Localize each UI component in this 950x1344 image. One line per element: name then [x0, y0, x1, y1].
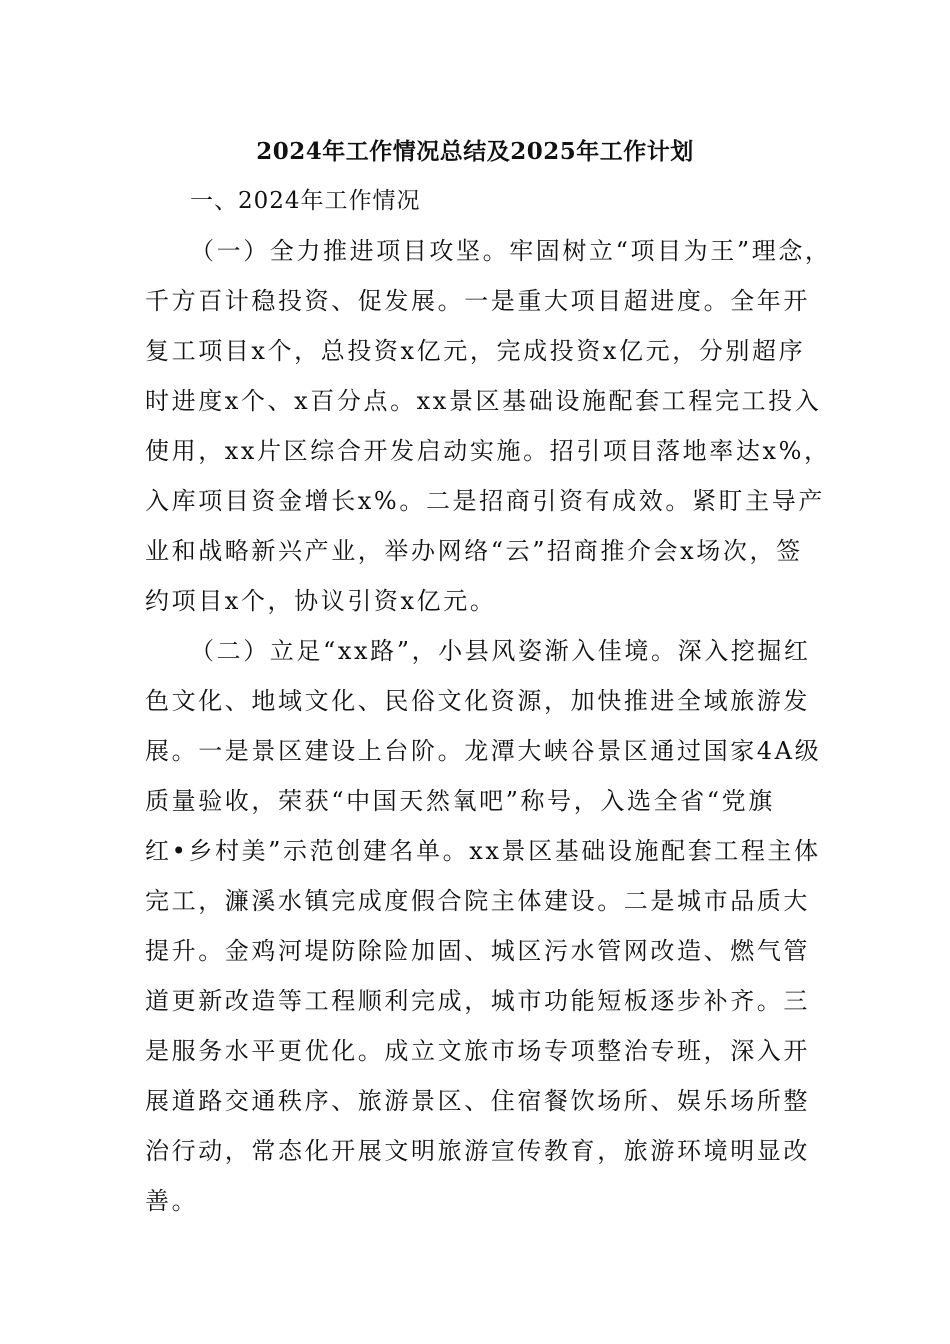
paragraph-line: 复工项目x个，总投资x亿元，完成投资x亿元，分别超序 [145, 337, 806, 365]
paragraph-line: 业和战略新兴产业，举办网络“云”招商推介会x场次，签 [145, 537, 803, 565]
paragraph-line: 展道路交通秩序、旅游景区、住宿餐饮场所、娱乐场所整 [145, 1087, 810, 1115]
paragraph-line: 时进度x个、x百分点。xx景区基础设施配套工程完工投入 [145, 387, 822, 415]
paragraph-line: 是服务水平更优化。成立文旅市场专项整治专班，深入开 [145, 1037, 810, 1065]
paragraph-line: 千方百计稳投资、促发展。一是重大项目超进度。全年开 [145, 287, 810, 315]
paragraph-line: 质量验收，荣获“中国天然氧吧”称号，入选全省“党旗 [145, 787, 775, 815]
paragraph-line: （二）立足“xx路”，小县风姿渐入佳境。深入挖掘红 [190, 637, 811, 665]
paragraph-line: 约项目x个，协议引资x亿元。 [145, 587, 497, 615]
paragraph-line: 道更新改造等工程顺利完成，城市功能短板逐步补齐。三 [145, 987, 810, 1015]
paragraph-line: 完工，濂溪水镇完成度假合院主体建设。二是城市品质大 [145, 887, 810, 915]
paragraph-line: （一）全力推进项目攻坚。牢固树立“项目为王”理念， [190, 237, 832, 265]
paragraph-line: 善。 [145, 1187, 199, 1215]
paragraph-line: 使用，xx片区综合开发启动实施。招引项目落地率达x%， [145, 437, 831, 465]
paragraph-line: 色文化、地域文化、民俗文化资源，加快推进全域旅游发 [145, 687, 810, 715]
paragraph-line: 红•乡村美”示范创建名单。xx景区基础设施配套工程主体 [145, 837, 821, 865]
paragraph-line: 入库项目资金增长x%。二是招商引资有成效。紧盯主导产 [145, 487, 825, 515]
section-heading: 一、2024年工作情况 [190, 188, 421, 214]
document-title: 2024年工作情况总结及2025年工作计划 [256, 138, 694, 165]
paragraph-line: 展。一是景区建设上台阶。龙潭大峡谷景区通过国家4A级 [145, 737, 822, 765]
paragraph-line: 治行动，常态化开展文明旅游宣传教育，旅游环境明显改 [145, 1137, 810, 1165]
paragraph-line: 提升。金鸡河堤防除险加固、城区污水管网改造、燃气管 [145, 937, 810, 965]
